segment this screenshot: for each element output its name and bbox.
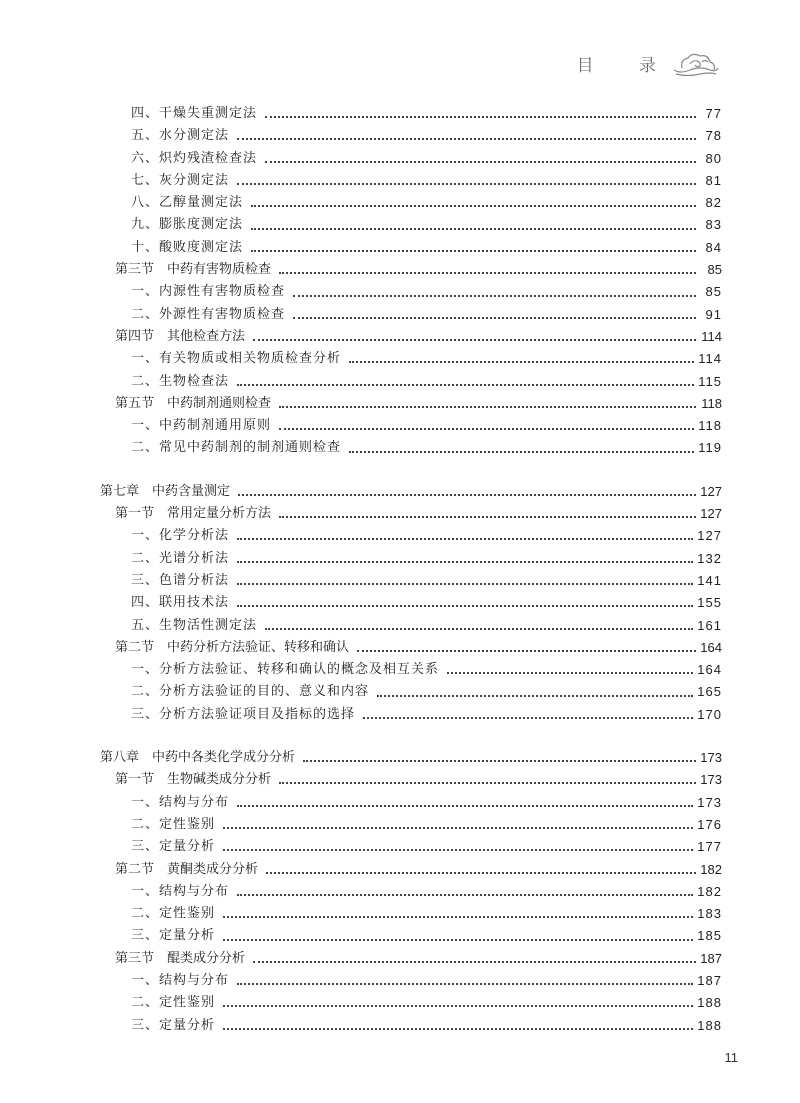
toc-entry-title: 五、生物活性测定法 bbox=[131, 617, 258, 633]
toc-section-row[interactable] bbox=[100, 637, 722, 659]
toc-section-row[interactable] bbox=[100, 769, 722, 791]
toc-entry-title: 一、内源性有害物质检查 bbox=[131, 284, 286, 300]
dot-leader bbox=[293, 317, 696, 319]
toc-entry-title: 第二节 中药分析方法验证、转移和确认 bbox=[115, 639, 350, 655]
toc-item-row[interactable] bbox=[100, 814, 722, 836]
toc-item-row[interactable] bbox=[100, 192, 722, 214]
toc-item-row[interactable] bbox=[100, 214, 722, 236]
toc-item-row[interactable] bbox=[100, 659, 722, 681]
dot-leader bbox=[237, 538, 693, 540]
toc-entry-title: 十、酸败度测定法 bbox=[131, 239, 244, 255]
toc-entry-page: 127 bbox=[700, 483, 722, 499]
toc-entry-title: 一、有关物质或相关物质检查分析 bbox=[131, 351, 342, 367]
toc-entry-page: 185 bbox=[697, 928, 722, 944]
toc-entry-title: 八、乙醇量测定法 bbox=[131, 195, 244, 211]
toc-item-row[interactable] bbox=[100, 170, 722, 192]
toc-entry-title: 三、色谱分析法 bbox=[131, 572, 230, 588]
toc-section-row[interactable] bbox=[100, 326, 722, 348]
dot-leader bbox=[349, 361, 694, 363]
dot-leader bbox=[238, 494, 696, 496]
toc-item-row[interactable] bbox=[100, 792, 722, 814]
toc-entry-title: 三、定量分析 bbox=[131, 1017, 216, 1033]
toc-entry-page: 188 bbox=[697, 995, 722, 1011]
dot-leader bbox=[237, 894, 693, 896]
toc-entry-page: 127 bbox=[697, 528, 722, 544]
toc-entry-title: 一、分析方法验证、转移和确认的概念及相互关系 bbox=[131, 662, 440, 678]
toc-entry-page: 164 bbox=[700, 639, 722, 655]
dot-leader bbox=[279, 406, 696, 408]
toc-item-row[interactable] bbox=[100, 615, 722, 637]
toc-entry-page: 187 bbox=[700, 950, 722, 966]
toc-entry-title: 第三节 醌类成分分析 bbox=[115, 950, 246, 966]
toc-item-row[interactable] bbox=[100, 1015, 722, 1037]
dot-leader bbox=[253, 339, 696, 341]
toc-item-row[interactable] bbox=[100, 437, 722, 459]
dot-leader bbox=[363, 717, 693, 719]
toc-item-row[interactable] bbox=[100, 304, 722, 326]
toc-item-row[interactable] bbox=[100, 371, 722, 393]
toc-entry-title: 第八章 中药中各类化学成分分析 bbox=[100, 750, 296, 766]
dot-leader bbox=[223, 849, 693, 851]
dot-leader bbox=[265, 116, 696, 118]
toc-item-row[interactable] bbox=[100, 148, 722, 170]
toc-entry-page: 155 bbox=[697, 595, 722, 611]
dot-leader bbox=[237, 561, 693, 563]
dot-leader bbox=[251, 228, 696, 230]
page-header bbox=[577, 48, 720, 78]
dot-leader bbox=[265, 161, 696, 163]
toc-entry-title: 二、定性鉴别 bbox=[131, 816, 216, 832]
toc-item-row[interactable] bbox=[100, 704, 722, 726]
toc-item-row[interactable] bbox=[100, 525, 722, 547]
toc-entry-title: 一、化学分析法 bbox=[131, 528, 230, 544]
dot-leader bbox=[237, 805, 693, 807]
toc-entry-page: 91 bbox=[705, 306, 722, 322]
toc-item-row[interactable] bbox=[100, 570, 722, 592]
toc-entry-page: 161 bbox=[697, 617, 722, 633]
dot-leader bbox=[237, 384, 694, 386]
toc-item-row[interactable] bbox=[100, 125, 722, 147]
toc-item-row[interactable] bbox=[100, 970, 722, 992]
dot-leader bbox=[237, 138, 696, 140]
toc-item-row[interactable] bbox=[100, 881, 722, 903]
dot-leader bbox=[251, 205, 696, 207]
toc-entry-title: 第一节 生物碱类成分分析 bbox=[115, 772, 272, 788]
toc-entry-title: 第七章 中药含量测定 bbox=[100, 483, 231, 499]
toc-entry-title: 六、炽灼残渣检查法 bbox=[131, 150, 258, 166]
dot-leader bbox=[279, 272, 696, 274]
toc-entry-title: 二、外源性有害物质检查 bbox=[131, 306, 286, 322]
toc-entry-page: 85 bbox=[707, 262, 722, 278]
page-number: 11 bbox=[724, 1050, 738, 1065]
toc-item-row[interactable] bbox=[100, 592, 722, 614]
dot-leader bbox=[293, 295, 696, 297]
dot-leader bbox=[266, 872, 696, 874]
toc-item-row[interactable] bbox=[100, 103, 722, 125]
toc-item-row[interactable] bbox=[100, 415, 722, 437]
toc-item-row[interactable] bbox=[100, 681, 722, 703]
chapter-gap bbox=[100, 726, 722, 747]
toc-entry-title: 第五节 中药制剂通则检查 bbox=[115, 395, 272, 411]
dot-leader bbox=[279, 516, 696, 518]
toc-entry-title: 第三节 中药有害物质检查 bbox=[115, 262, 272, 278]
toc-entry-page: 114 bbox=[701, 328, 722, 344]
toc-entry-page: 170 bbox=[697, 706, 722, 722]
toc-entry-title: 第二节 黄酮类成分分析 bbox=[115, 861, 259, 877]
toc-entry-title: 二、常见中药制剂的制剂通则检查 bbox=[131, 440, 342, 456]
toc-entry-page: 127 bbox=[700, 506, 722, 522]
toc-entry-title: 三、定量分析 bbox=[131, 928, 216, 944]
toc-entry-page: 114 bbox=[698, 351, 722, 367]
toc-entry-page: 118 bbox=[701, 395, 722, 411]
dot-leader bbox=[377, 695, 693, 697]
toc-entry-page: 78 bbox=[705, 128, 722, 144]
toc-entry-page: 84 bbox=[705, 239, 722, 255]
toc-entry-page: 83 bbox=[705, 217, 722, 233]
dot-leader bbox=[223, 1028, 693, 1030]
toc-entry-title: 一、中药制剂通用原则 bbox=[131, 418, 272, 434]
toc-entry-page: 188 bbox=[697, 1017, 722, 1033]
toc-entry-page: 141 bbox=[697, 572, 722, 588]
toc-entry-page: 183 bbox=[697, 906, 722, 922]
toc-entry-page: 165 bbox=[697, 684, 722, 700]
toc-entry-page: 182 bbox=[697, 883, 722, 899]
toc-entry-title: 四、干燥失重测定法 bbox=[131, 106, 258, 121]
toc-entry-title: 第一节 常用定量分析方法 bbox=[115, 506, 272, 522]
toc-entry-title: 三、分析方法验证项目及指标的选择 bbox=[131, 706, 356, 722]
dot-leader bbox=[223, 939, 693, 941]
toc-item-row[interactable] bbox=[100, 281, 722, 303]
toc-section-row[interactable] bbox=[100, 393, 722, 415]
toc-entry-page: 132 bbox=[697, 550, 722, 566]
dot-leader bbox=[237, 183, 696, 185]
cloud-ornament-icon bbox=[670, 48, 720, 78]
toc-entry-title: 二、定性鉴别 bbox=[131, 906, 216, 922]
dot-leader bbox=[279, 428, 694, 430]
toc-entry-title: 一、结构与分布 bbox=[131, 972, 230, 988]
toc-entry-page: 173 bbox=[697, 794, 722, 810]
toc-section-row[interactable] bbox=[100, 503, 722, 525]
toc-entry-title: 七、灰分测定法 bbox=[131, 172, 230, 188]
toc-entry-page: 82 bbox=[705, 195, 722, 211]
toc-item-row[interactable] bbox=[100, 903, 722, 925]
toc-item-row[interactable] bbox=[100, 237, 722, 259]
dot-leader bbox=[447, 672, 693, 674]
dot-leader bbox=[349, 451, 694, 453]
chapter-gap bbox=[100, 460, 722, 481]
dot-leader bbox=[265, 628, 693, 630]
toc-chapter-row[interactable] bbox=[100, 747, 722, 769]
dot-leader bbox=[223, 827, 693, 829]
toc-entry-page: 173 bbox=[700, 772, 722, 788]
toc-entry-page: 80 bbox=[705, 150, 722, 166]
toc-entry-title: 三、定量分析 bbox=[131, 839, 216, 855]
toc-entry-page: 115 bbox=[698, 373, 722, 389]
dot-leader bbox=[237, 983, 693, 985]
toc-entry-page: 187 bbox=[697, 972, 722, 988]
toc-chapter-row[interactable] bbox=[100, 481, 722, 503]
toc-item-row[interactable] bbox=[100, 925, 722, 947]
toc-section-row[interactable] bbox=[100, 259, 722, 281]
toc-entry-page: 176 bbox=[697, 816, 722, 832]
toc-section-row[interactable] bbox=[100, 859, 722, 881]
toc-item-row[interactable] bbox=[100, 836, 722, 858]
toc-entry-page: 173 bbox=[700, 750, 722, 766]
toc-entry-page: 77 bbox=[705, 106, 722, 121]
toc-entry-page: 118 bbox=[698, 418, 722, 434]
dot-leader bbox=[237, 583, 693, 585]
toc-item-row[interactable] bbox=[100, 992, 722, 1014]
toc-entry-title: 二、定性鉴别 bbox=[131, 995, 216, 1011]
toc-entry-title: 二、光谱分析法 bbox=[131, 550, 230, 566]
toc-entry-title: 五、水分测定法 bbox=[131, 128, 230, 144]
dot-leader bbox=[357, 650, 696, 652]
toc-entry-page: 81 bbox=[705, 172, 722, 188]
toc-entry-title: 二、分析方法验证的目的、意义和内容 bbox=[131, 684, 370, 700]
dot-leader bbox=[279, 782, 696, 784]
toc-entry-title: 第四节 其他检查方法 bbox=[115, 328, 246, 344]
toc-entry-page: 85 bbox=[705, 284, 722, 300]
toc-entry-title: 四、联用技术法 bbox=[131, 595, 230, 611]
toc-item-row[interactable] bbox=[100, 548, 722, 570]
toc-entry-page: 182 bbox=[700, 861, 722, 877]
toc-section-row[interactable] bbox=[100, 948, 722, 970]
toc-entry-title: 一、结构与分布 bbox=[131, 794, 230, 810]
toc-entry-title: 一、结构与分布 bbox=[131, 883, 230, 899]
toc-item-row[interactable] bbox=[100, 348, 722, 370]
dot-leader bbox=[237, 605, 693, 607]
dot-leader bbox=[253, 961, 696, 963]
toc-entry-page: 164 bbox=[697, 662, 722, 678]
dot-leader bbox=[223, 916, 693, 918]
dot-leader bbox=[303, 760, 696, 762]
toc-entry-page: 119 bbox=[698, 440, 722, 456]
dot-leader bbox=[223, 1005, 693, 1007]
table-of-contents bbox=[100, 103, 722, 1037]
header-title: 目 录 bbox=[576, 55, 676, 76]
toc-entry-title: 九、膨胀度测定法 bbox=[131, 217, 244, 233]
toc-entry-title: 二、生物检查法 bbox=[131, 373, 230, 389]
dot-leader bbox=[251, 250, 696, 252]
toc-entry-page: 177 bbox=[697, 839, 722, 855]
